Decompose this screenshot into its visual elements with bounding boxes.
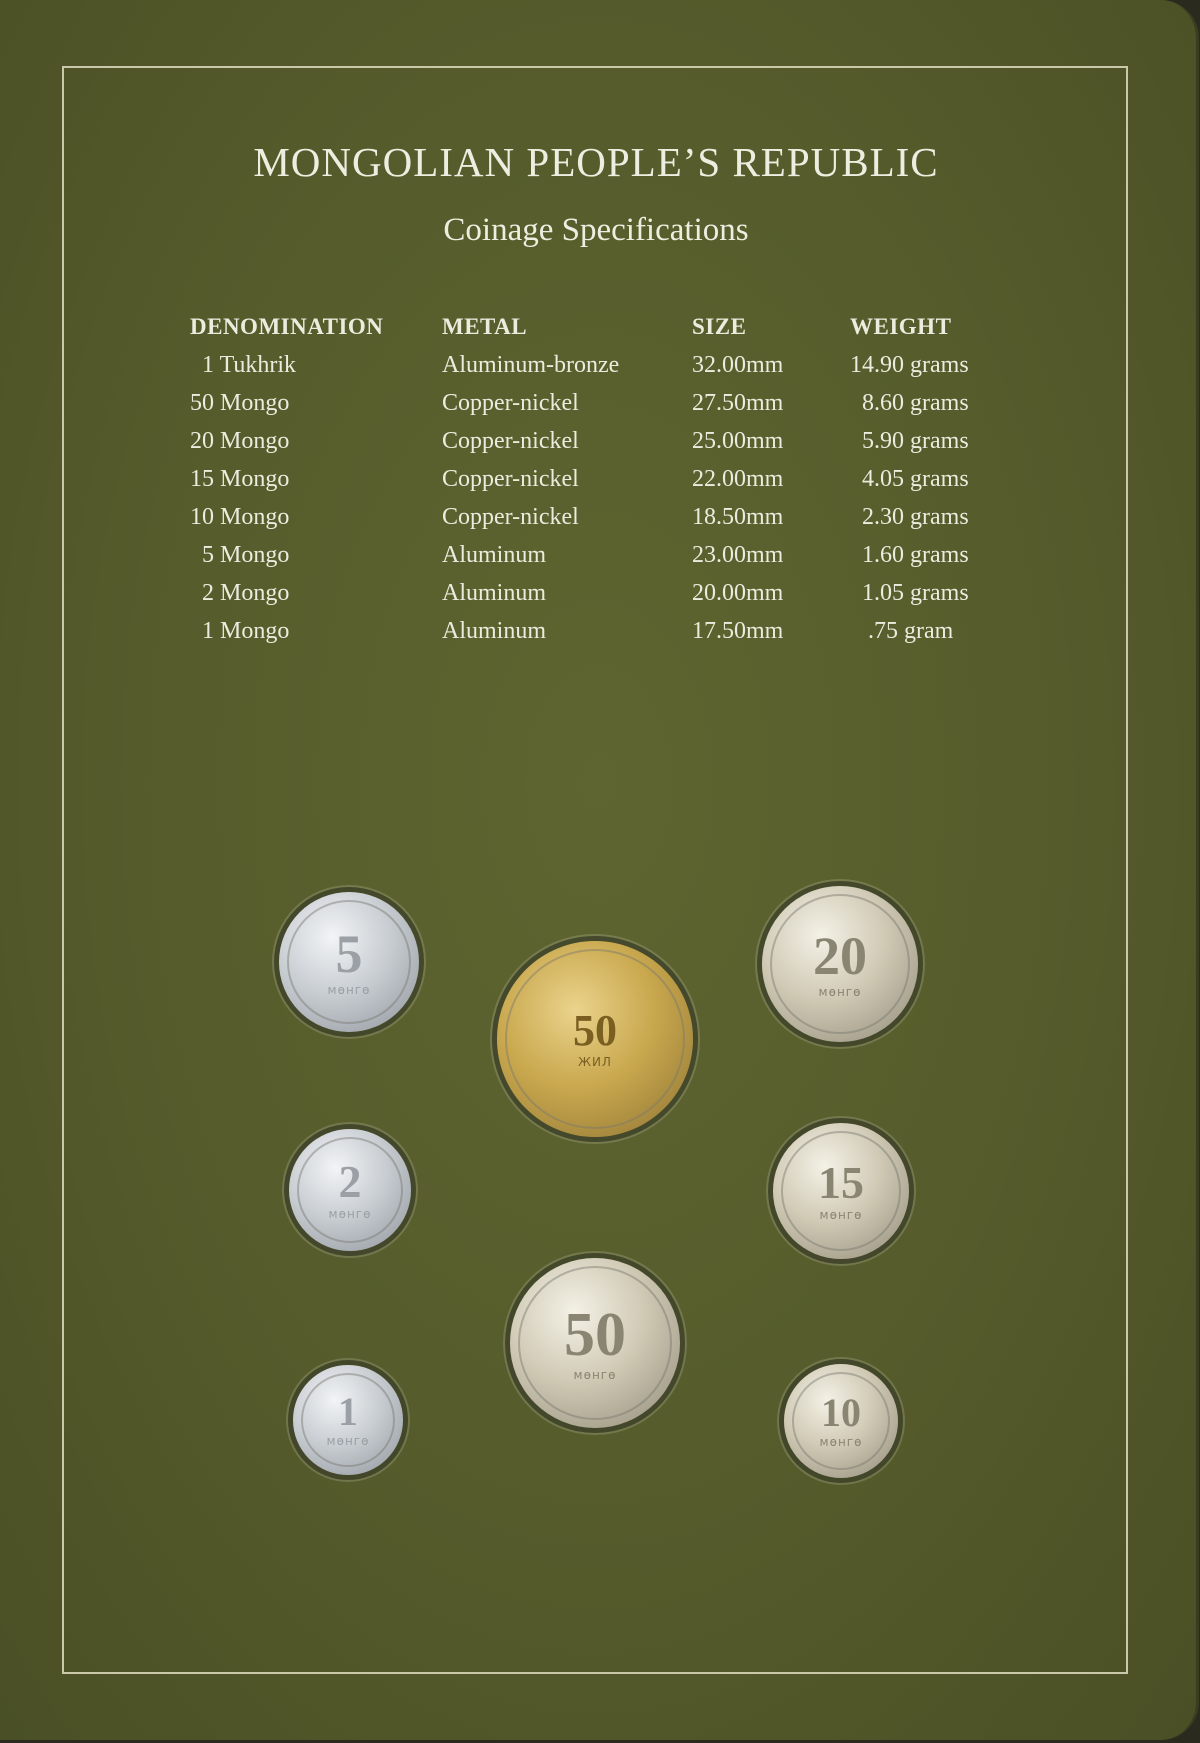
cell-metal: Copper-nickel — [442, 389, 579, 416]
cell-metal: Copper-nickel — [442, 503, 579, 530]
cell-weight: .75 gram — [850, 617, 954, 644]
cell-denomination: 5 Mongo — [190, 541, 290, 568]
coin-numeral: 15 — [818, 1157, 864, 1208]
cell-denomination: 50 Mongo — [190, 389, 290, 416]
coin-numeral: 5 — [335, 924, 363, 984]
page-subtitle: Coinage Specifications — [443, 212, 749, 248]
cell-size: 23.00mm — [692, 541, 784, 568]
table-row — [190, 574, 1000, 612]
coin-15-mongo — [773, 1123, 909, 1259]
coin-numeral: 10 — [821, 1390, 861, 1435]
table-row — [190, 536, 1000, 574]
coin-unit-text: мөнгө — [819, 1435, 863, 1449]
coin-50-mongo — [510, 1258, 680, 1428]
coin-numeral: 1 — [338, 1389, 358, 1434]
coin-unit-text: мөнгө — [327, 983, 371, 997]
cell-weight: 5.90 grams — [850, 427, 969, 454]
coin-numeral: 20 — [813, 926, 867, 986]
cell-denomination: 1 Tukhrik — [190, 351, 297, 378]
coin-numeral: 2 — [338, 1156, 362, 1207]
cell-metal: Aluminum — [442, 541, 547, 568]
cell-weight: 8.60 grams — [850, 389, 969, 416]
cell-size: 20.00mm — [692, 579, 784, 606]
cell-denomination: 20 Mongo — [190, 427, 290, 454]
cell-weight: 4.05 grams — [850, 465, 969, 492]
table-row — [190, 460, 1000, 498]
coin-unit-text: ЖИЛ — [578, 1055, 612, 1069]
cell-size: 27.50mm — [692, 389, 784, 416]
cell-denomination: 15 Mongo — [190, 465, 290, 492]
coin-unit-text: мөнгө — [328, 1207, 372, 1221]
header-denomination: DENOMINATION — [190, 314, 384, 339]
coin-numeral: 50 — [564, 1301, 626, 1369]
coin-20-mongo — [762, 886, 918, 1042]
cell-metal: Aluminum — [442, 579, 547, 606]
table-row — [190, 422, 1000, 460]
table-row — [190, 612, 1000, 650]
cell-weight: 1.05 grams — [850, 579, 969, 606]
coin-5-mongo — [279, 892, 419, 1032]
header-metal: METAL — [442, 314, 528, 339]
cell-size: 18.50mm — [692, 503, 784, 530]
cell-denomination: 2 Mongo — [190, 579, 290, 606]
coin-10-mongo — [784, 1364, 898, 1478]
coinage-spec-table — [190, 314, 1000, 650]
table-row — [190, 346, 1000, 384]
cell-size: 25.00mm — [692, 427, 784, 454]
cell-weight: 14.90 grams — [850, 351, 969, 378]
coin-1-tukhrik — [497, 941, 693, 1137]
cell-metal: Aluminum — [442, 617, 547, 644]
coin-unit-text: мөнгө — [819, 1208, 863, 1222]
cell-size: 22.00mm — [692, 465, 784, 492]
cell-denomination: 10 Mongo — [190, 503, 290, 530]
cell-metal: Copper-nickel — [442, 427, 579, 454]
cell-weight: 1.60 grams — [850, 541, 969, 568]
table-row — [190, 384, 1000, 422]
coin-numeral: 50 — [573, 1006, 617, 1055]
coin-2-mongo — [289, 1129, 411, 1251]
header-weight: WEIGHT — [850, 314, 952, 339]
coin-unit-text: мөнгө — [573, 1368, 617, 1382]
cell-denomination: 1 Mongo — [190, 617, 290, 644]
table-header-row — [190, 314, 1000, 346]
inner-frame-border — [62, 66, 1128, 1674]
page-title: MONGOLIAN PEOPLE’S REPUBLIC — [253, 139, 939, 185]
coin-unit-text: мөнгө — [818, 985, 862, 999]
coin-unit-text: мөнгө — [326, 1434, 370, 1448]
coin-1-mongo — [293, 1365, 403, 1475]
cell-size: 17.50mm — [692, 617, 784, 644]
cell-metal: Aluminum-bronze — [442, 351, 620, 378]
cell-weight: 2.30 grams — [850, 503, 969, 530]
cell-metal: Copper-nickel — [442, 465, 579, 492]
header-size: SIZE — [692, 314, 747, 339]
cell-size: 32.00mm — [692, 351, 784, 378]
table-row — [190, 498, 1000, 536]
